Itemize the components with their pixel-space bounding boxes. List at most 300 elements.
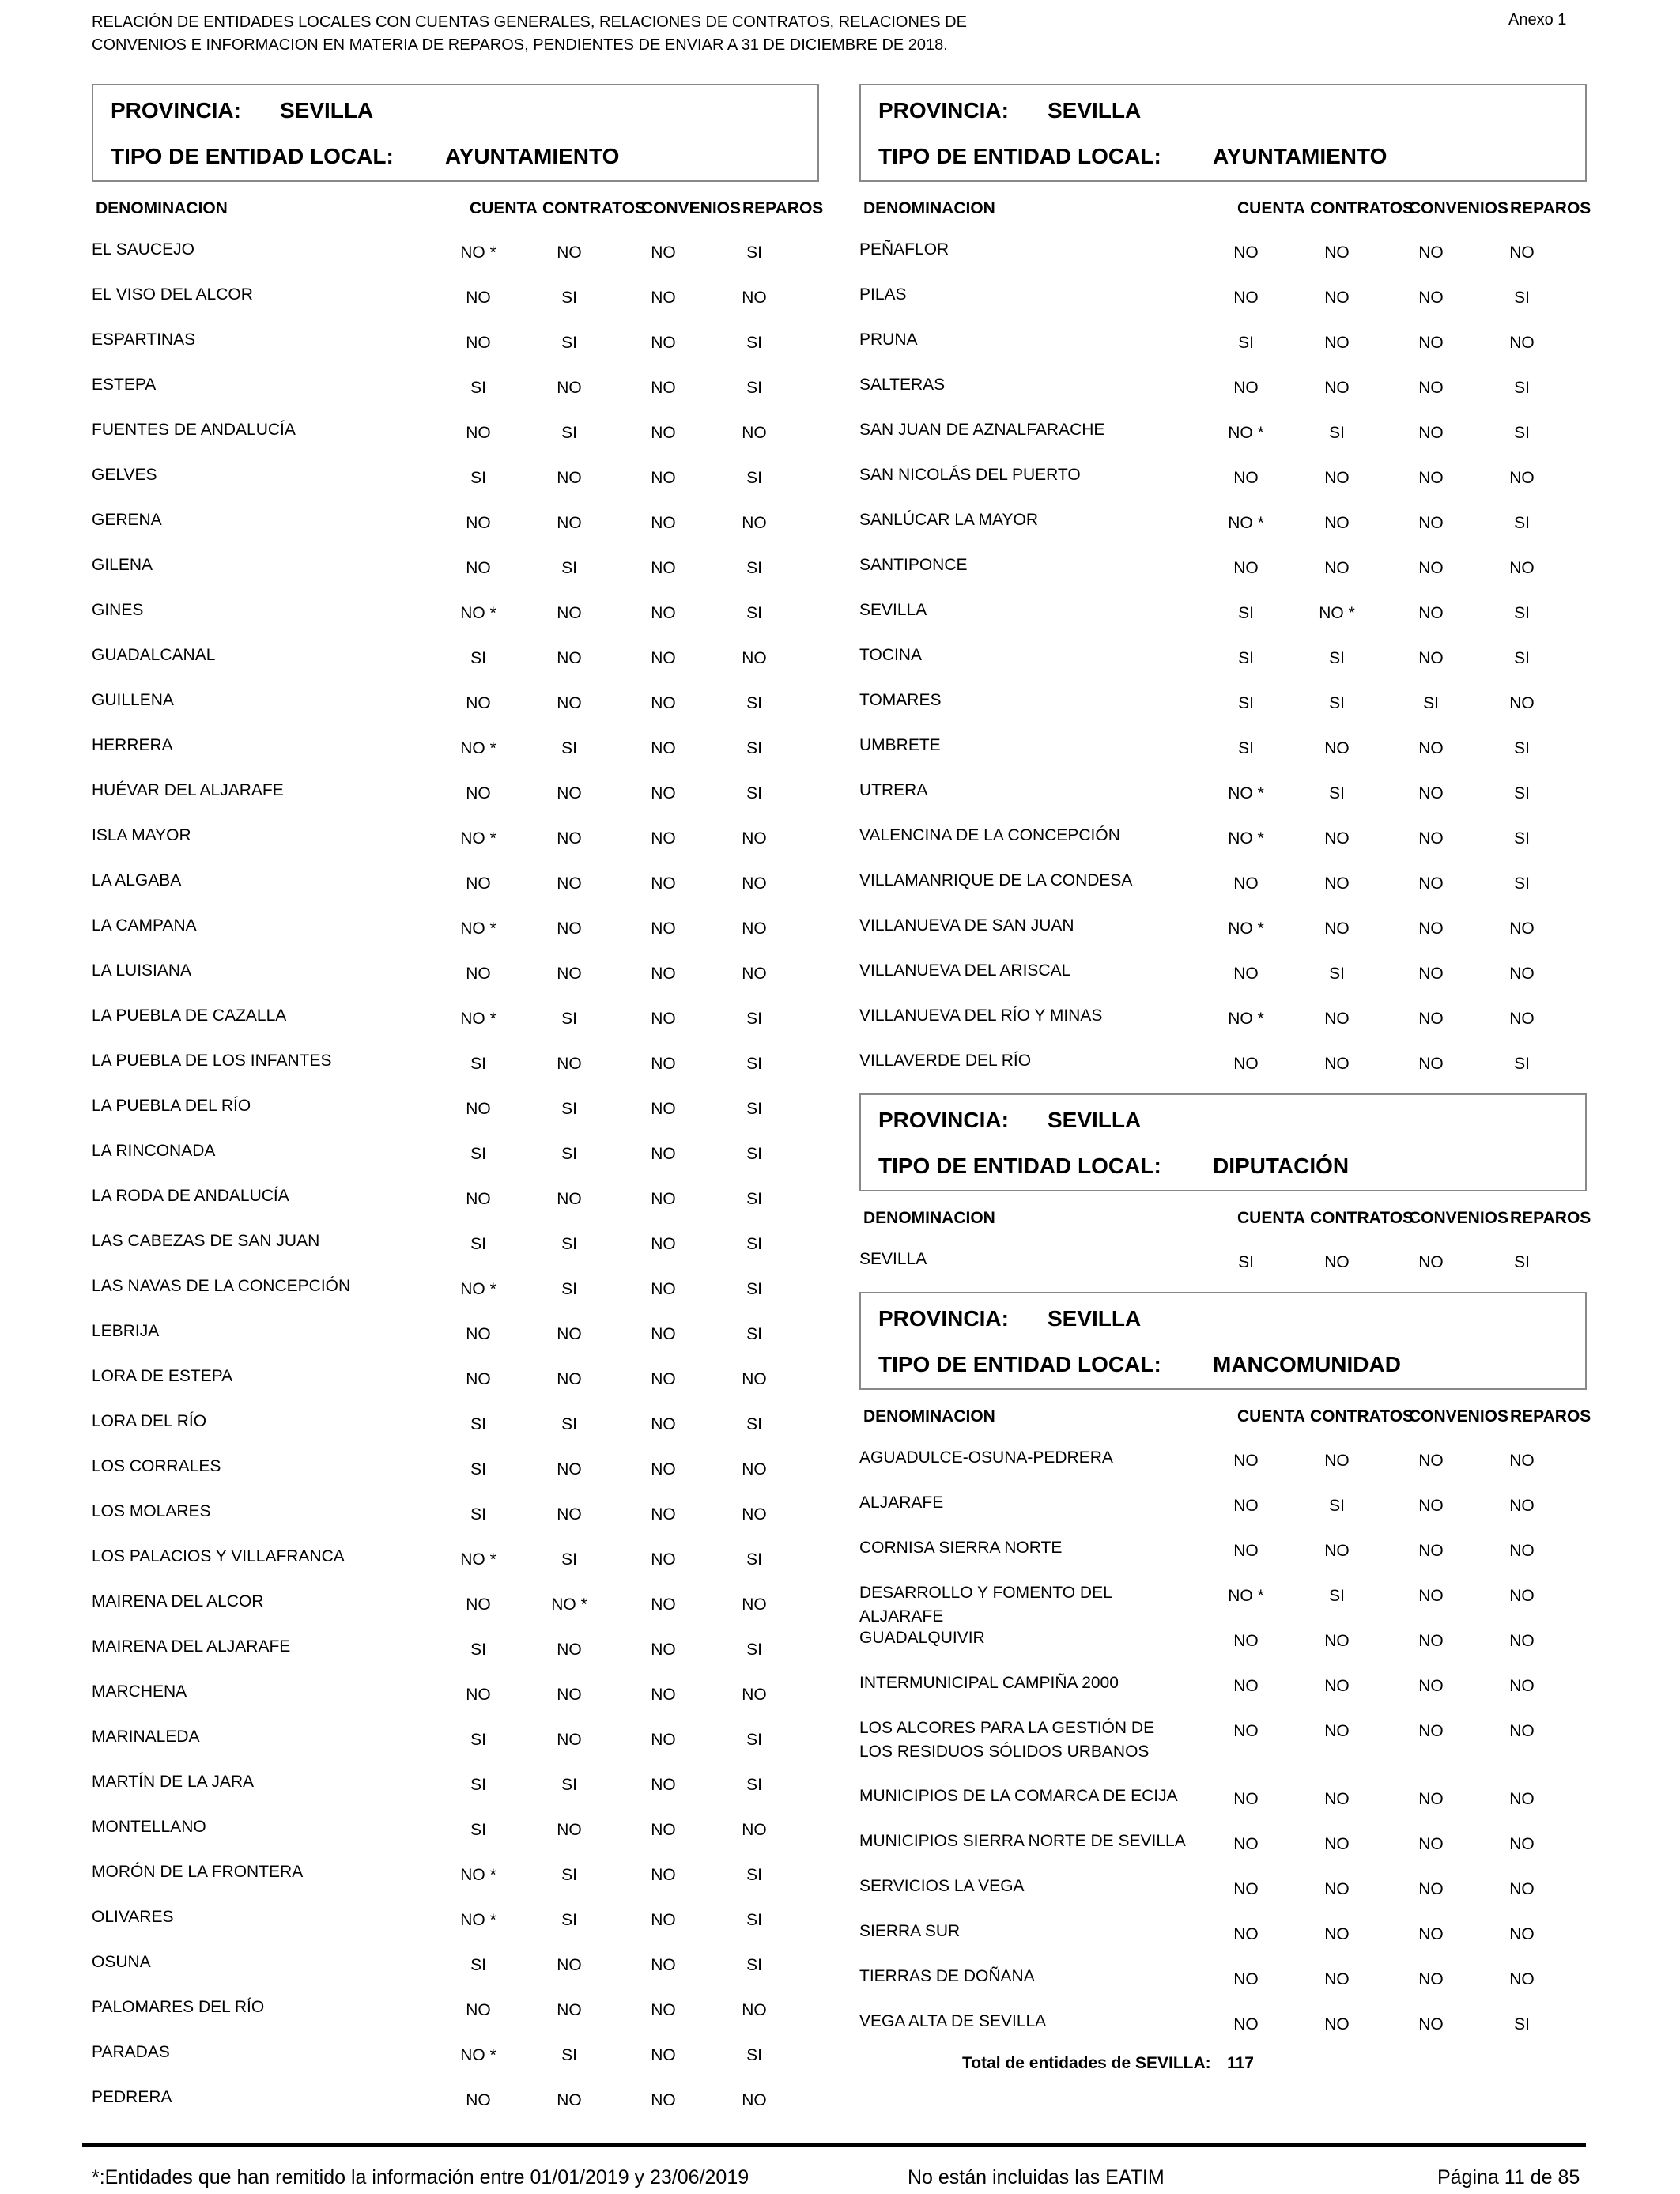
reparos-value: SI [746, 604, 762, 622]
convenios-value: NO [1418, 1542, 1444, 1560]
convenios-value: NO [651, 874, 676, 893]
contratos-value: NO [557, 379, 582, 397]
table-row [92, 1129, 819, 1174]
reparos-value: SI [746, 739, 762, 757]
table-row [92, 1625, 819, 1670]
cuenta-value: SI [470, 1505, 486, 1524]
cuenta-value: NO [466, 334, 491, 352]
contratos-value: SI [561, 1866, 577, 1884]
column-headers [859, 1191, 1591, 1237]
table-row [859, 1481, 1587, 1526]
table-row [92, 1354, 819, 1399]
contratos-value: NO [557, 1686, 582, 1704]
convenios-value: NO [1418, 424, 1444, 442]
cuenta-value: NO * [1228, 920, 1264, 938]
tipo-entidad-label: TIPO DE ENTIDAD LOCAL: [878, 1154, 1161, 1178]
section-header-box [92, 84, 819, 182]
cuenta-value: NO [1233, 1790, 1259, 1808]
entity-name: HUÉVAR DEL ALJARAFE [92, 781, 284, 799]
convenios-value: NO [651, 1460, 676, 1478]
cuenta-value: SI [470, 1235, 486, 1253]
reparos-value: NO [1509, 1880, 1535, 1898]
cuenta-value: NO * [1228, 1587, 1264, 1605]
contratos-value: NO [557, 604, 582, 622]
page-number: Página 11 de 85 [1437, 2166, 1580, 2188]
entity-name: ESTEPA [92, 376, 157, 394]
convenios-value: NO [651, 1821, 676, 1839]
entity-name: VILLANUEVA DEL ARISCAL [859, 961, 1071, 980]
entity-name: SANTIPONCE [859, 556, 968, 574]
convenios-value: NO [651, 1370, 676, 1388]
contratos-value: NO [557, 2091, 582, 2109]
reparos-value: NO [742, 1686, 767, 1704]
reparos-value: NO [742, 1370, 767, 1388]
contratos-value: SI [561, 1145, 577, 1163]
convenios-value: NO [651, 739, 676, 757]
table-row [92, 678, 819, 723]
header-convenios: CONVENIOS [1409, 1407, 1509, 1426]
contratos-value: SI [561, 334, 577, 352]
convenios-value: NO [651, 1911, 676, 1929]
entity-name: PRUNA [859, 330, 918, 349]
convenios-value: NO [651, 1190, 676, 1208]
convenios-value: NO [1418, 1632, 1444, 1650]
header-contratos: CONTRATOS [1310, 1407, 1414, 1426]
contratos-value: NO [557, 829, 582, 848]
cuenta-value: NO [1233, 2015, 1259, 2034]
contratos-value: SI [1329, 1587, 1345, 1605]
cuenta-value: NO * [1228, 784, 1264, 802]
contratos-value: NO [1324, 1970, 1350, 1988]
convenios-value: NO [651, 965, 676, 983]
table-row [92, 273, 819, 318]
entity-name: VILLAVERDE DEL RÍO [859, 1052, 1032, 1070]
reparos-value: SI [1514, 649, 1530, 667]
cuenta-value: NO * [460, 1911, 496, 1929]
table-row [859, 1039, 1587, 1084]
cuenta-value: NO [1233, 874, 1259, 893]
table-row [859, 318, 1587, 363]
reparos-value: NO [1509, 694, 1535, 712]
reparos-value: SI [746, 1100, 762, 1118]
entity-name: LOS MOLARES [92, 1502, 211, 1520]
entity-name: EL VISO DEL ALCOR [92, 285, 253, 304]
reparos-value: SI [746, 244, 762, 262]
entity-name: AGUADULCE-OSUNA-PEDRERA [859, 1448, 1113, 1467]
convenios-value: NO [651, 604, 676, 622]
contratos-value: SI [561, 1776, 577, 1794]
convenios-value: NO [651, 1595, 676, 1614]
cuenta-value: NO * [460, 1866, 496, 1884]
table-row [859, 1819, 1587, 1864]
entity-name: LA LUISIANA [92, 961, 192, 980]
tipo-entidad-value: AYUNTAMIENTO [445, 144, 620, 168]
table-row [92, 1805, 819, 1850]
entity-name: LEBRIJA [92, 1322, 160, 1340]
convenios-value: NO [651, 1641, 676, 1659]
convenios-value: NO [1418, 1835, 1444, 1853]
contratos-value: NO [557, 1460, 582, 1478]
table-row [859, 1661, 1587, 1706]
table-row [92, 2075, 819, 2120]
entity-name: INTERMUNICIPAL CAMPIÑA 2000 [859, 1674, 1119, 1692]
entity-name: ALJARAFE [859, 1494, 944, 1512]
entity-name: CORNISA SIERRA NORTE [859, 1539, 1063, 1557]
convenios-value: NO [1418, 1970, 1444, 1988]
reparos-value: SI [746, 1415, 762, 1433]
provincia-label: PROVINCIA: [878, 1108, 1009, 1132]
entity-name: PILAS [859, 285, 907, 304]
convenios-value: SI [1423, 694, 1439, 712]
cuenta-value: SI [470, 379, 486, 397]
contratos-value: NO [1324, 469, 1350, 487]
header-reparos: REPAROS [1510, 199, 1591, 217]
table-row [92, 1670, 819, 1715]
contratos-value: NO [1324, 514, 1350, 532]
entity-name: LA PUEBLA DEL RÍO [92, 1097, 251, 1115]
contratos-value: NO [1324, 289, 1350, 307]
header-cuenta: CUENTA [1237, 1209, 1305, 1227]
entity-name: GUILLENA [92, 691, 174, 709]
reparos-value: SI [746, 784, 762, 802]
contratos-value: SI [1329, 424, 1345, 442]
cuenta-value: NO * [1228, 424, 1264, 442]
cuenta-value: NO * [460, 1550, 496, 1569]
table-row [92, 1535, 819, 1580]
convenios-value: NO [651, 559, 676, 577]
cuenta-value: NO [1233, 1677, 1259, 1695]
header-denominacion: DENOMINACION [863, 1407, 995, 1426]
table-row [92, 768, 819, 814]
table-row [859, 363, 1587, 408]
table-row [92, 1219, 819, 1264]
contratos-value: SI [561, 424, 577, 442]
header-contratos: CONTRATOS [1310, 1209, 1414, 1227]
convenios-value: NO [651, 1776, 676, 1794]
contratos-value: SI [561, 1010, 577, 1028]
entity-name: LAS NAVAS DE LA CONCEPCIÓN [92, 1277, 351, 1295]
reparos-value: NO [742, 829, 767, 848]
cuenta-value: NO [466, 1595, 491, 1614]
reparos-value: NO [742, 874, 767, 893]
contratos-value: NO [557, 469, 582, 487]
cuenta-value: SI [470, 1415, 486, 1433]
document-title [92, 11, 1040, 57]
contratos-value: NO [557, 514, 582, 532]
convenios-value: NO [1418, 604, 1444, 622]
reparos-value: SI [1514, 514, 1530, 532]
table-row [92, 1760, 819, 1805]
contratos-value: NO [1324, 1880, 1350, 1898]
table-row [92, 1174, 819, 1219]
provincia-value: SEVILLA [1048, 1108, 1142, 1132]
table-row [92, 1264, 819, 1309]
cuenta-value: NO * [1228, 1010, 1264, 1028]
entity-name: UMBRETE [859, 736, 941, 754]
provincia-label: PROVINCIA: [878, 1306, 1009, 1331]
cuenta-value: SI [1238, 739, 1254, 757]
cuenta-value: NO [1233, 1835, 1259, 1853]
cuenta-value: SI [1238, 334, 1254, 352]
cuenta-value: SI [470, 1776, 486, 1794]
column-headers [92, 182, 824, 228]
contratos-value: SI [561, 2046, 577, 2064]
cuenta-value: NO [1233, 289, 1259, 307]
table-row [92, 1850, 819, 1895]
section-header-box [859, 84, 1587, 182]
table-row [859, 994, 1587, 1039]
cuenta-value: NO [466, 1686, 491, 1704]
table-row [859, 904, 1587, 949]
table-row [92, 633, 819, 678]
contratos-value: NO [557, 784, 582, 802]
contratos-value: NO [1324, 1542, 1350, 1560]
contratos-value: NO [1324, 1452, 1350, 1470]
reparos-value: NO [742, 1821, 767, 1839]
section-header-box [859, 1093, 1587, 1191]
header-reparos: REPAROS [1510, 1209, 1591, 1227]
contratos-value: NO [1324, 379, 1350, 397]
reparos-value: NO [1509, 1677, 1535, 1695]
reparos-value: SI [1514, 1253, 1530, 1271]
cuenta-value: NO [466, 559, 491, 577]
convenios-value: NO [1418, 1452, 1444, 1470]
contratos-value: NO [1324, 920, 1350, 938]
cuenta-value: SI [1238, 649, 1254, 667]
table-row [92, 588, 819, 633]
convenios-value: NO [1418, 784, 1444, 802]
header-denominacion: DENOMINACION [863, 1209, 995, 1227]
reparos-value: SI [746, 469, 762, 487]
entity-name: SALTERAS [859, 376, 946, 394]
contratos-value: NO [1324, 1790, 1350, 1808]
contratos-value: NO [557, 1325, 582, 1343]
reparos-value: NO [742, 514, 767, 532]
contratos-value: SI [1329, 784, 1345, 802]
cuenta-value: NO [466, 1370, 491, 1388]
contratos-value: SI [561, 559, 577, 577]
entity-name: GUADALQUIVIR [859, 1629, 985, 1647]
contratos-value: SI [1329, 1497, 1345, 1515]
cuenta-value: NO * [460, 920, 496, 938]
cuenta-value: NO [466, 784, 491, 802]
entity-name: MORÓN DE LA FRONTERA [92, 1863, 304, 1881]
convenios-value: NO [651, 784, 676, 802]
contratos-value: SI [561, 1550, 577, 1569]
cuenta-value: SI [470, 1145, 486, 1163]
convenios-value: NO [1418, 920, 1444, 938]
reparos-value: NO [1509, 965, 1535, 983]
cuenta-value: NO [1233, 1925, 1259, 1943]
entity-name: MUNICIPIOS SIERRA NORTE DE SEVILLA [859, 1832, 1186, 1850]
reparos-value: SI [1514, 784, 1530, 802]
contratos-value: SI [561, 1235, 577, 1253]
cuenta-value: NO * [460, 2046, 496, 2064]
cuenta-value: NO [1233, 379, 1259, 397]
contratos-value: NO [557, 694, 582, 712]
reparos-value: NO [1509, 1497, 1535, 1515]
reparos-value: NO [1509, 1722, 1535, 1740]
entity-name: GELVES [92, 466, 157, 484]
table-row [859, 678, 1587, 723]
contratos-value: NO [557, 1731, 582, 1749]
cuenta-value: SI [470, 1641, 486, 1659]
reparos-value: SI [746, 1956, 762, 1974]
table-row [859, 1571, 1587, 1626]
cuenta-value: SI [1238, 604, 1254, 622]
entity-name: HERRERA [92, 736, 173, 754]
cuenta-value: SI [470, 1731, 486, 1749]
reparos-value: NO [1509, 1452, 1535, 1470]
table-row [92, 1580, 819, 1625]
contratos-value: NO [557, 965, 582, 983]
table-row [92, 1940, 819, 1985]
cuenta-value: NO [1233, 1880, 1259, 1898]
cuenta-value: SI [470, 1055, 486, 1073]
reparos-value: SI [746, 1145, 762, 1163]
entity-name: EL SAUCEJO [92, 240, 194, 259]
annex-label: Anexo 1 [1508, 11, 1567, 28]
contratos-value: NO [557, 1956, 582, 1974]
entity-name: VILLANUEVA DE SAN JUAN [859, 916, 1074, 935]
reparos-value: SI [1514, 379, 1530, 397]
contratos-value: NO [557, 920, 582, 938]
entity-name: GUADALCANAL [92, 646, 216, 664]
reparos-value: SI [746, 1055, 762, 1073]
entity-name: UTRERA [859, 781, 928, 799]
reparos-value: NO [1509, 1010, 1535, 1028]
cuenta-value: NO [1233, 1055, 1259, 1073]
cuenta-value: NO [1233, 1542, 1259, 1560]
convenios-value: NO [1418, 379, 1444, 397]
cuenta-value: NO [1233, 559, 1259, 577]
table-row [859, 1436, 1587, 1481]
contratos-value: NO [1324, 1632, 1350, 1650]
footer-divider [82, 2143, 1586, 2147]
reparos-value: NO [742, 920, 767, 938]
entity-name: GINES [92, 601, 144, 619]
header-convenios: CONVENIOS [641, 199, 742, 217]
reparos-value: SI [746, 1325, 762, 1343]
entity-name: SAN NICOLÁS DEL PUERTO [859, 466, 1081, 484]
reparos-value: SI [746, 694, 762, 712]
reparos-value: NO [1509, 1587, 1535, 1605]
cuenta-value: NO * [460, 1010, 496, 1028]
convenios-value: NO [1418, 1497, 1444, 1515]
provincia-value: SEVILLA [1048, 98, 1142, 123]
contratos-value: NO [557, 244, 582, 262]
reparos-value: SI [1514, 2015, 1530, 2034]
table-row [92, 1399, 819, 1444]
contratos-value: SI [561, 1911, 577, 1929]
entity-name: LAS CABEZAS DE SAN JUAN [92, 1232, 320, 1250]
cuenta-value: NO [466, 2001, 491, 2019]
table-row [859, 498, 1587, 543]
contratos-value: NO [557, 1505, 582, 1524]
reparos-value: SI [1514, 289, 1530, 307]
total-label: Total de entidades de SEVILLA: [962, 2054, 1211, 2072]
contratos-value: NO [1324, 559, 1350, 577]
convenios-value: NO [651, 1415, 676, 1433]
contratos-value: NO [557, 1641, 582, 1659]
total-row [859, 2045, 1587, 2092]
footer-center: No están incluidas las EATIM [908, 2166, 1165, 2188]
entity-name: GERENA [92, 511, 162, 529]
entity-name: LA PUEBLA DE LOS INFANTES [92, 1052, 332, 1070]
contratos-value: SI [1329, 694, 1345, 712]
reparos-value: SI [746, 1190, 762, 1208]
table-row [859, 1954, 1587, 2000]
entity-name: ESPARTINAS [92, 330, 196, 349]
entity-name: LOS PALACIOS Y VILLAFRANCA [92, 1547, 345, 1565]
table-row [92, 1715, 819, 1760]
header-cuenta: CUENTA [1237, 1407, 1305, 1426]
table-row [92, 1039, 819, 1084]
contratos-value: NO [557, 1370, 582, 1388]
convenios-value: NO [651, 1550, 676, 1569]
title-line-1: RELACIÓN DE ENTIDADES LOCALES CON CUENTAS GENERALES, RELACIONES DE CONTRATOS, RELACIONES DE [92, 13, 967, 31]
convenios-value: NO [1418, 1925, 1444, 1943]
reparos-value: NO [1509, 1632, 1535, 1650]
contratos-value: NO [1324, 1835, 1350, 1853]
convenios-value: NO [1418, 829, 1444, 848]
cuenta-value: SI [470, 1821, 486, 1839]
table-row [859, 723, 1587, 768]
table-row [92, 228, 819, 273]
contratos-value: NO [557, 1190, 582, 1208]
convenios-value: NO [651, 1325, 676, 1343]
table-row [859, 814, 1587, 859]
table-row [92, 408, 819, 453]
contratos-value: NO [1324, 1925, 1350, 1943]
convenios-value: NO [1418, 965, 1444, 983]
convenios-value: NO [651, 2001, 676, 2019]
table-row [92, 498, 819, 543]
table-row [859, 228, 1587, 273]
convenios-value: NO [651, 829, 676, 848]
reparos-value: NO [742, 289, 767, 307]
header-cuenta: CUENTA [470, 199, 538, 217]
total-value: 117 [1227, 2054, 1254, 2072]
entity-name: DESARROLLO Y FOMENTO DEL ALJARAFE [859, 1584, 1112, 1626]
cuenta-value: SI [470, 469, 486, 487]
reparos-value: SI [746, 559, 762, 577]
table-row [859, 1909, 1587, 1954]
right-column [859, 84, 1591, 2092]
reparos-value: NO [742, 965, 767, 983]
entity-name: SEVILLA [859, 601, 927, 619]
table-row [92, 363, 819, 408]
cuenta-value: SI [470, 649, 486, 667]
cuenta-value: SI [470, 1956, 486, 1974]
convenios-value: NO [1418, 649, 1444, 667]
header-contratos: CONTRATOS [542, 199, 647, 217]
contratos-value: SI [561, 739, 577, 757]
entity-name: LORA DEL RÍO [92, 1412, 207, 1430]
reparos-value: SI [746, 1776, 762, 1794]
convenios-value: NO [651, 2046, 676, 2064]
convenios-value: NO [1418, 1722, 1444, 1740]
entity-name: FUENTES DE ANDALUCÍA [92, 421, 296, 439]
contratos-value: NO [557, 1055, 582, 1073]
column-headers [859, 1390, 1591, 1436]
convenios-value: NO [1418, 1880, 1444, 1898]
reparos-value: NO [742, 2091, 767, 2109]
contratos-value: NO [1324, 1253, 1350, 1271]
header-cuenta: CUENTA [1237, 199, 1305, 217]
reparos-value: NO [742, 2001, 767, 2019]
entity-name: OLIVARES [92, 1908, 174, 1926]
